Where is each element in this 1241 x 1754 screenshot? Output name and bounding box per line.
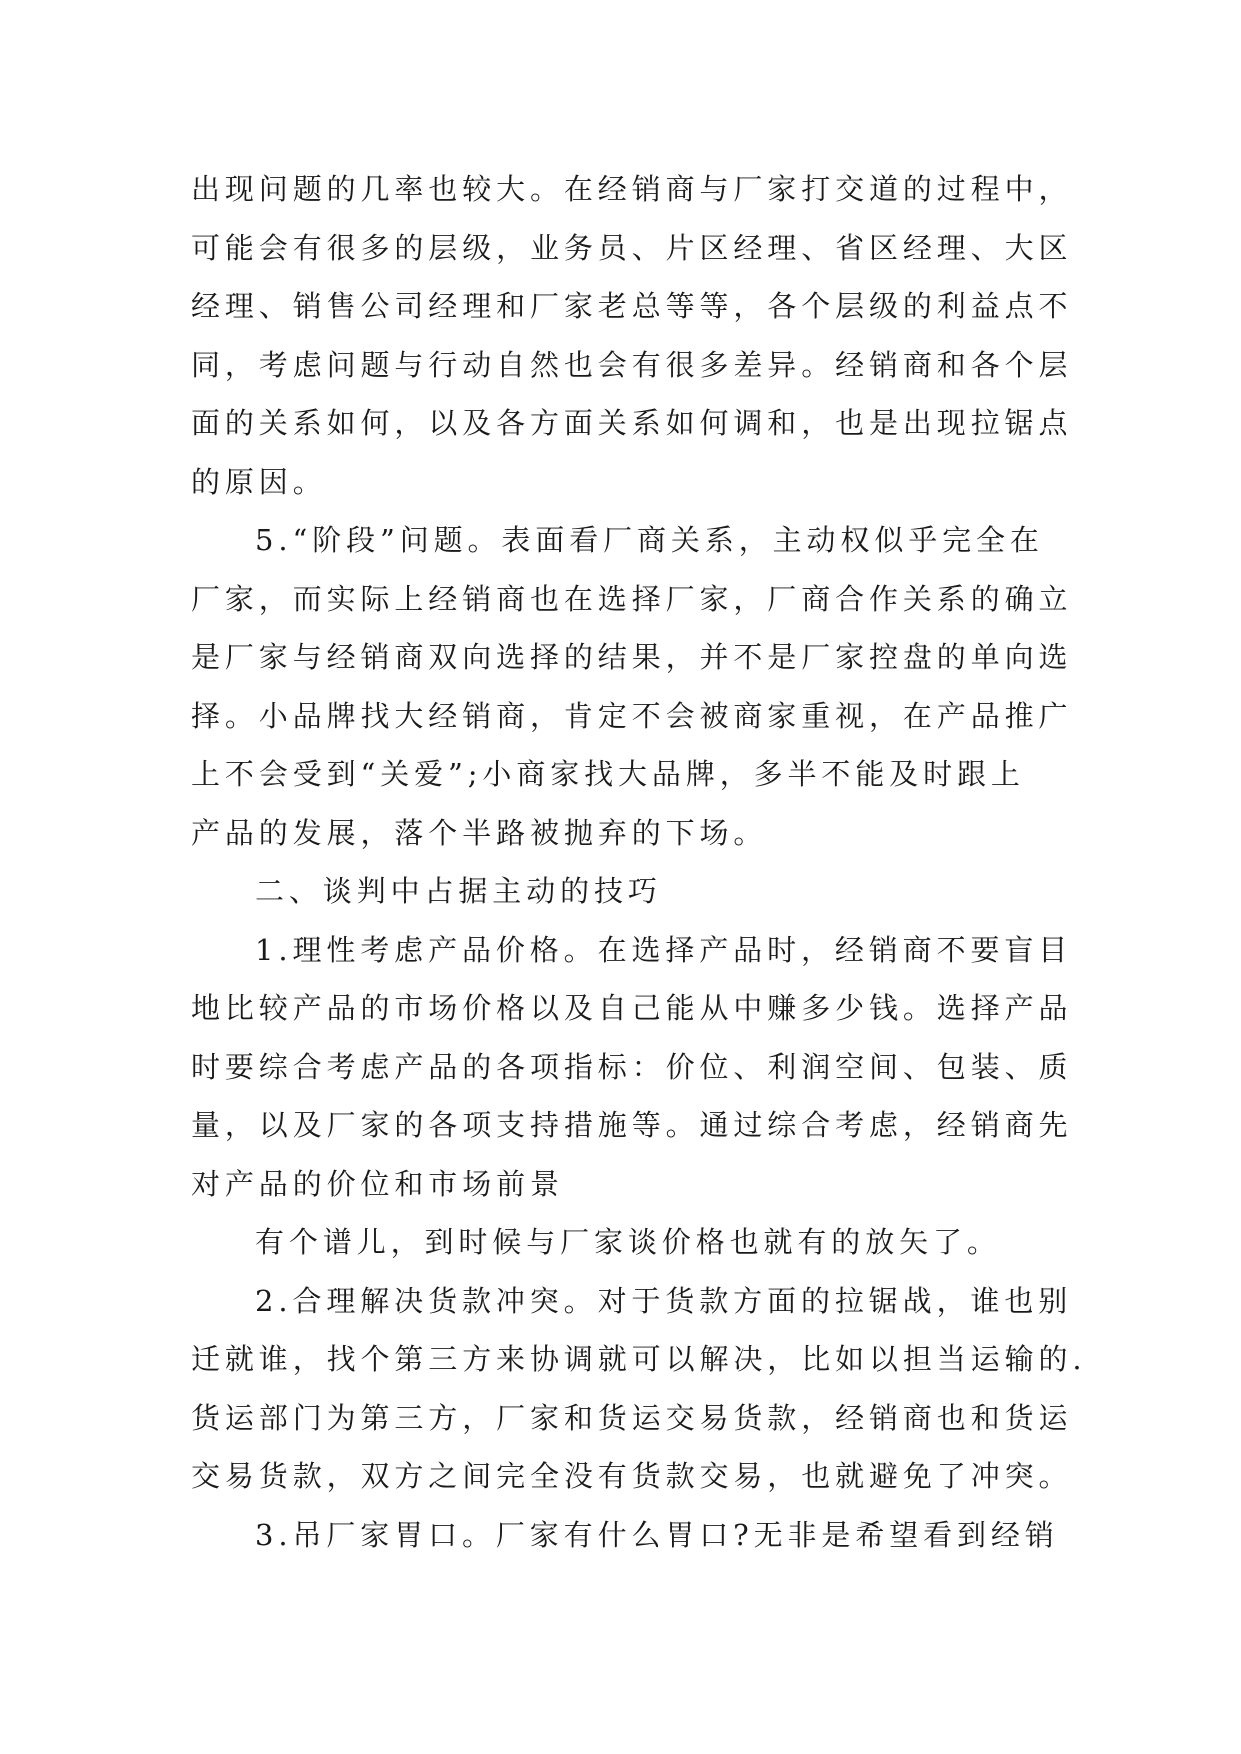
text-line: 的原因。 <box>191 464 327 499</box>
body-text <box>191 160 1087 1564</box>
text-line: 有个谱儿，到时候与厂家谈价格也就有的放矢了。 <box>255 1225 1001 1259</box>
text-line: 择。小品牌找大经销商，肯定不会被商家重视，在产品推广 <box>191 698 1073 733</box>
text-line: 厂家，而实际上经销商也在选择厂家，厂商合作关系的确立 <box>191 581 1073 616</box>
text-line: 3.吊厂家胃口。厂家有什么胃口?无非是希望看到经销 <box>255 1517 1059 1552</box>
text-line: 1.理性考虑产品价格。在选择产品时，经销商不要盲目 <box>255 932 1073 967</box>
text-line: 交易货款，双方之间完全没有货款交易，也就避免了冲突。 <box>191 1459 1073 1493</box>
text-line: 上不会受到“关爱”;小商家找大品牌，多半不能及时跟上 <box>191 757 1025 791</box>
text-line: 地比较产品的市场价格以及自己能从中赚多少钱。选择产品 <box>191 991 1073 1025</box>
text-line: 对产品的价位和市场前景 <box>191 1166 564 1201</box>
text-line: 可能会有很多的层级，业务员、片区经理、省区经理、大区 <box>191 230 1073 265</box>
text-line: 是厂家与经销商双向选择的结果，并不是厂家控盘的单向选 <box>191 640 1073 674</box>
text-line: 经理、销售公司经理和厂家老总等等，各个层级的利益点不 <box>191 289 1073 323</box>
text-line: 产品的发展，落个半路被抛弃的下场。 <box>191 815 768 850</box>
text-line: 时要综合考虑产品的各项指标：价位、利润空间、包装、质 <box>191 1049 1073 1084</box>
text-line: 量，以及厂家的各项支持措施等。通过综合考虑，经销商先 <box>191 1108 1073 1142</box>
text-line: 5.“阶段”问题。表面看厂商关系，主动权似乎完全在 <box>255 523 1044 557</box>
text-line: 2.合理解决货款冲突。对于货款方面的拉锯战，谁也别 <box>255 1283 1073 1318</box>
text-line: 同，考虑问题与行动自然也会有很多差异。经销商和各个层 <box>191 347 1073 382</box>
text-line: 面的关系如何，以及各方面关系如何调和，也是出现拉锯点 <box>191 406 1073 440</box>
text-line: 货运部门为第三方，厂家和货运交易货款，经销商也和货运 <box>191 1400 1073 1435</box>
text-line: 迁就谁，找个第三方来协调就可以解决，比如以担当运输的. <box>191 1342 1087 1376</box>
text-line: 出现问题的几率也较大。在经销商与厂家打交道的过程中， <box>191 172 1073 206</box>
text-line: 二、谈判中占据主动的技巧 <box>255 874 662 908</box>
